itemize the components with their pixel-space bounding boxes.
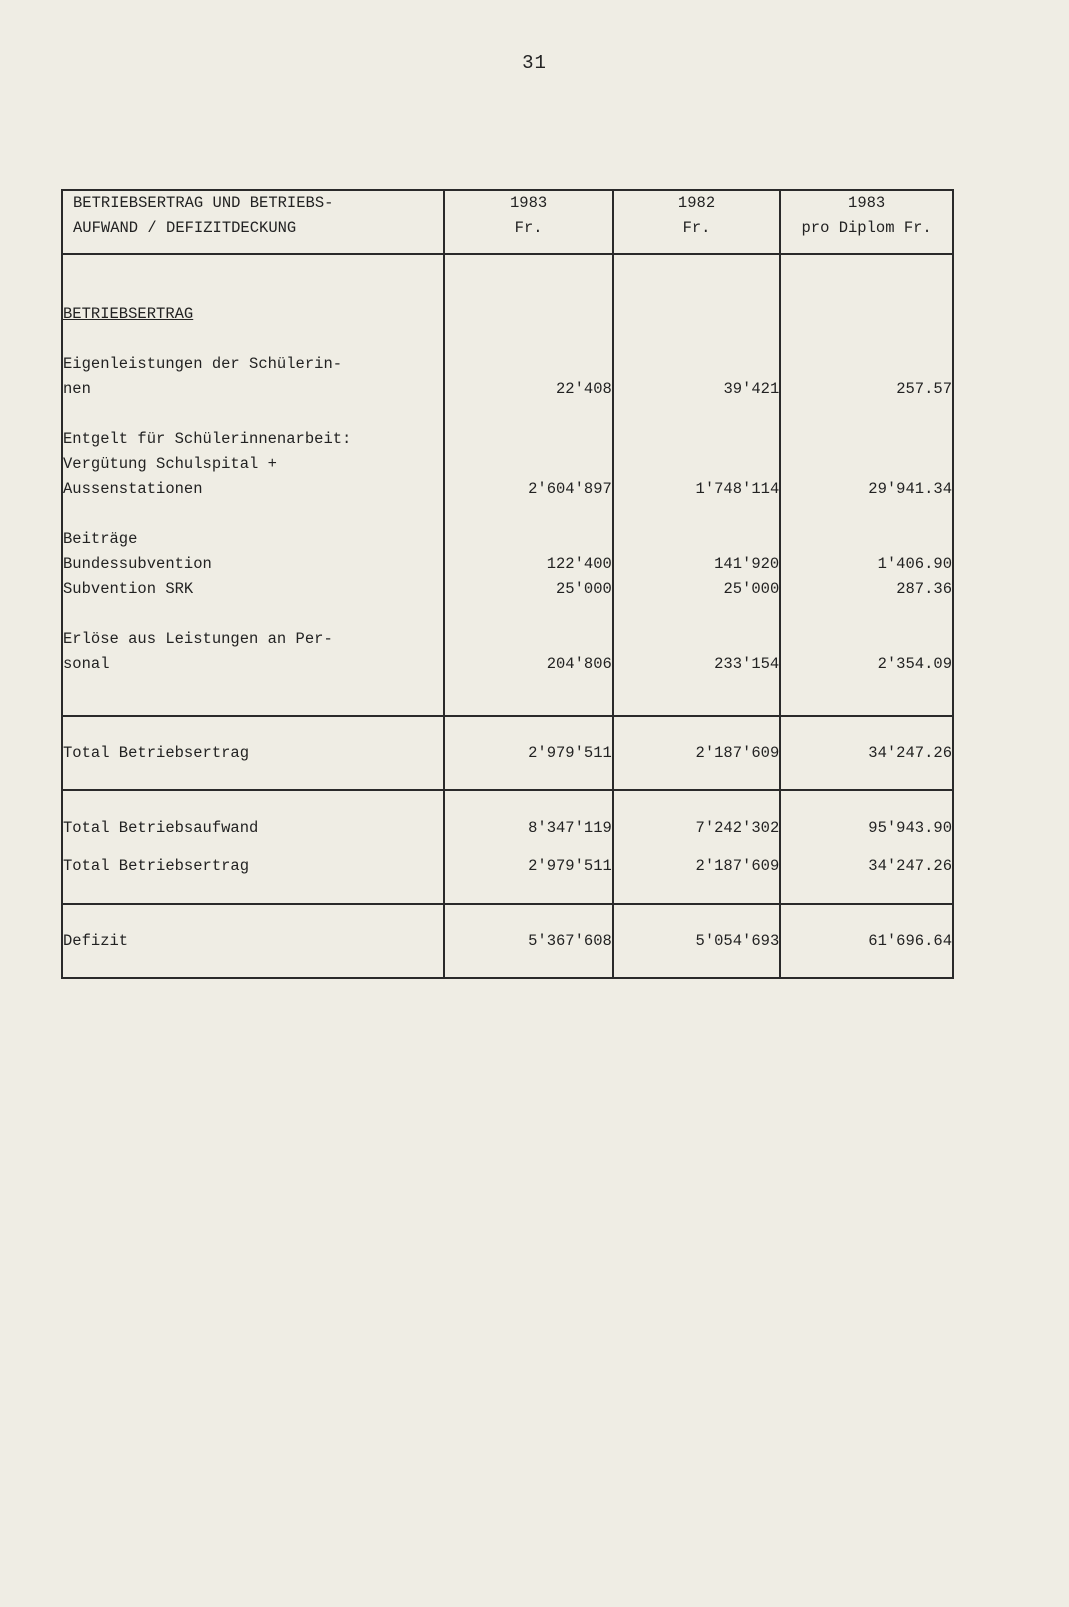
header-col-per-diploma: [780, 190, 953, 254]
table-header-row: [62, 190, 953, 254]
cell-value: 29'941.34: [868, 480, 952, 498]
page-number: 31: [522, 52, 547, 74]
cell-value: 34'247.26: [868, 856, 952, 875]
cell-value: 1'748'114: [695, 480, 780, 498]
revenue-per-diploma: [780, 254, 953, 716]
cell-value: 2'604'897: [528, 480, 612, 498]
cell-value: 141'920: [714, 555, 780, 573]
cell-value: 1'406.90: [877, 555, 952, 573]
cell-value: 5'054'693: [695, 931, 780, 950]
cell-value: 204'806: [546, 655, 612, 673]
header-unit: Fr.: [682, 219, 711, 237]
header-year: 1983: [848, 194, 886, 212]
row-label: Aussenstationen: [63, 480, 203, 498]
header-year: 1983: [509, 194, 548, 212]
cell-value: 257.57: [896, 380, 952, 398]
row-label: nen: [63, 380, 91, 398]
total-revenue-row: [62, 716, 953, 790]
row-label: sonal: [63, 655, 110, 673]
header-col-1983: [444, 190, 612, 254]
cell-value: 2'979'511: [528, 743, 612, 762]
header-label-line: BETRIEBSERTRAG UND BETRIEBS-: [73, 194, 334, 212]
section-title: BETRIEBSERTRAG: [63, 305, 194, 323]
cell-value: 25'000: [723, 580, 780, 598]
row-label: Vergütung Schulspital +: [63, 455, 277, 473]
row-label: Beiträge: [63, 530, 138, 548]
row-label: Total Betriebsertrag: [63, 856, 250, 875]
cell-value: 233'154: [714, 655, 780, 673]
cell-value: 8'347'119: [528, 818, 612, 837]
cell-value: 2'979'511: [528, 856, 612, 875]
revenue-block: [62, 254, 953, 716]
header-year: 1982: [677, 194, 716, 212]
revenue-1982: [613, 254, 780, 716]
header-label-line: AUFWAND / DEFIZITDECKUNG: [73, 219, 297, 237]
cell-value: 34'247.26: [868, 743, 952, 762]
row-label: Total Betriebsertrag: [63, 743, 250, 762]
header-label: [62, 190, 444, 254]
cell-value: 61'696.64: [868, 931, 952, 950]
header-col-1982: [613, 190, 780, 254]
totals-block: [62, 790, 953, 904]
row-label: Entgelt für Schülerinnenarbeit:: [63, 430, 352, 448]
revenue-1983: [444, 254, 612, 716]
cell-value: 2'187'609: [695, 856, 780, 875]
row-label: Bundessubvention: [63, 555, 212, 573]
header-unit: pro Diplom Fr.: [801, 219, 932, 237]
financial-table: [61, 189, 954, 979]
cell-value: 5'367'608: [528, 931, 612, 950]
cell-value: 95'943.90: [868, 818, 952, 837]
row-label: Erlöse aus Leistungen an Per-: [63, 630, 333, 648]
deficit-row: [62, 904, 953, 978]
header-unit: Fr.: [514, 219, 543, 237]
cell-value: 22'408: [556, 380, 612, 398]
row-label: Eigenleistungen der Schülerin-: [63, 355, 343, 373]
cell-value: 287.36: [896, 580, 952, 598]
row-label: Subvention SRK: [63, 580, 194, 598]
revenue-labels: [62, 254, 444, 716]
cell-value: 2'354.09: [877, 655, 952, 673]
cell-value: 39'421: [723, 380, 780, 398]
cell-value: 2'187'609: [695, 743, 780, 762]
row-label: Total Betriebsaufwand: [63, 818, 259, 837]
row-label: Defizit: [63, 931, 129, 950]
cell-value: 122'400: [546, 555, 612, 573]
cell-value: 25'000: [556, 580, 612, 598]
cell-value: 7'242'302: [695, 818, 780, 837]
